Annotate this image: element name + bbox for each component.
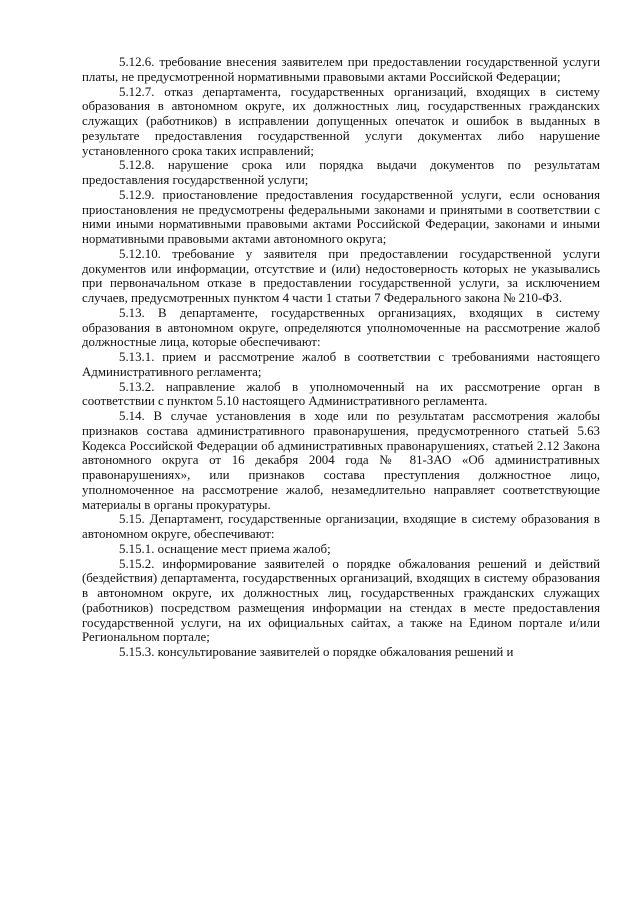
paragraph-5-13: 5.13. В департаменте, государственных организациях, входящих в систему образования в автономном округе, определяются уполномоченные на рассмотрение жалоб должностные лица, которые обеспечивают: (82, 305, 600, 350)
paragraph-5-15-1: 5.15.1. оснащение мест приема жалоб; (119, 541, 331, 556)
paragraph-5-15: 5.15. Департамент, государственные организации, входящие в систему образования в автономном округе, обеспечивают: (82, 512, 600, 541)
paragraph-5-12-9: 5.12.9. приостановление предоставления государственной услуги, если основания приостановления не предусмотрены федеральными законами и принятыми в соответствии с ними иными нормативными правовыми актами Российской Федерации, законами и иными нормативными правовыми актами автономного округа; (82, 187, 600, 246)
paragraph-5-15-2: 5.15.2. информирование заявителей о порядке обжалования решений и действий (бездействия) департамента, государственных организаций, входящих в систему образования в автономном округе, их должностных лиц, государственных гражданских служащих (работников) посредством размещения информации на стендах в месте предоставления государственной услуги, на их официальных сайтах, а также на Едином портале и/или Региональном портале; (82, 556, 600, 645)
paragraph-5-13-2: 5.13.2. направление жалоб в уполномоченный на их рассмотрение орган в соответствии с пунктом 5.10 настоящего Административного регламента. (82, 379, 600, 409)
paragraph-5-12-8: 5.12.8. нарушение срока или порядка выдачи документов по результатам предоставления государственной услуги; (82, 158, 600, 187)
document-body (82, 55, 600, 660)
paragraph-5-15-3: 5.15.3. консультирование заявителей о порядке обжалования решений и (119, 645, 514, 659)
paragraph-5-12-6: 5.12.6. требование внесения заявителем при предоставлении государственной услуги платы, не предусмотренной нормативными правовыми актами Российской Федерации; (82, 55, 600, 84)
paragraph-5-12-7: 5.12.7. отказ департамента, государственных организаций, входящих в систему образования в автономном округе, их должностных лиц, государственных гражданских служащих (работников) в исправлении допущенных опечаток и ошибок в выданных в результате предоставления государственной услуги документах либо нарушение установленного срока таких исправлений; (82, 84, 600, 158)
paragraph-5-12-10: 5.12.10. требование у заявителя при предоставлении государственной услуги документов или информации, отсутствие и (или) недостоверность которых не указывались при первоначальном отказе в предоставлении государственной услуги, за исключением случаев, предусмотренных пунктом 4 части 1 статьи 7 Федерального закона № 210-ФЗ. (82, 246, 600, 305)
paragraph-5-14: 5.14. В случае установления в ходе или по результатам рассмотрения жалобы признаков состава административного правонарушения, предусмотренного статьей 5.63 Кодекса Российской Федерации об административных правонарушениях, статьей 2.12 Закона автономного округа от 16 декабря 2004 года № 81-ЗАО «Об административных правонарушениях», или признаков состава преступления должностное лицо, уполномоченное на рассмотрение жалоб, незамедлительно направляет соответствующие материалы в органы прокуратуры. (82, 409, 600, 512)
paragraph-5-13-1: 5.13.1. прием и рассмотрение жалоб в соответствии с требованиями настоящего Административного регламента; (82, 350, 600, 379)
